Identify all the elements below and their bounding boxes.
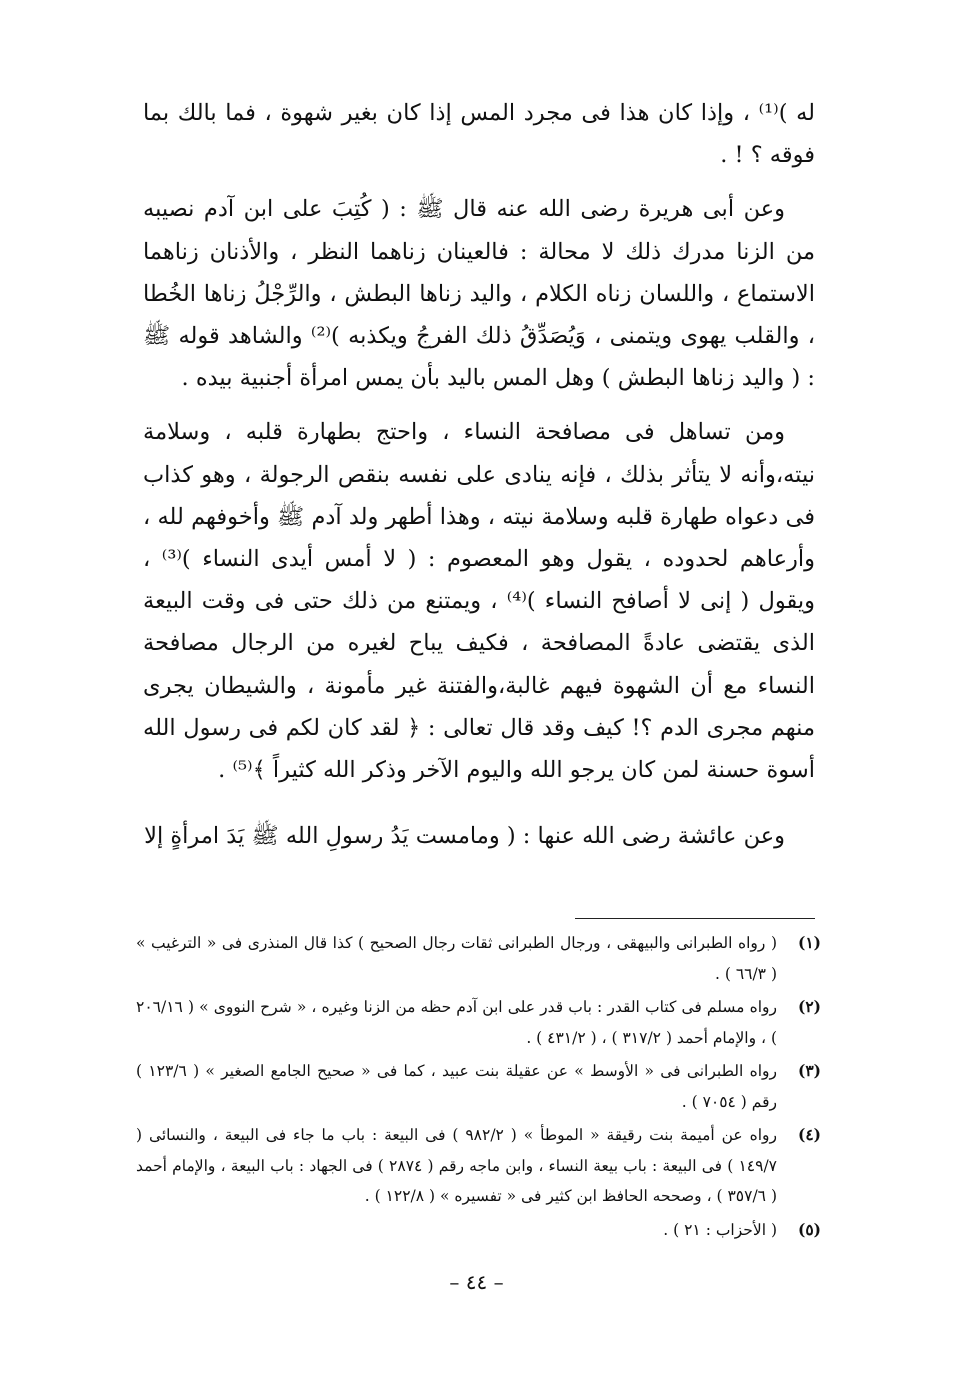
footnote-number: (٣) — [797, 1061, 821, 1080]
paragraph-1: له )⁽¹⁾ ، وإذا كان هذا فى مجرد المس إذا كان بغير شهوة ، فما بالك بما فوقه ؟ ! . — [143, 100, 816, 169]
footnote-divider — [575, 918, 815, 919]
footnote-text: رواه مسلم فى كتاب القدر : باب قدر على ابن آدم حظه من الزنا وغيره ، « شرح النووى » ( ٢٠٦/١٦ ) ، والإمام أحمد ( ٣١٧/٢ ) ، ( ٤٣١/٢ ) . — [136, 998, 777, 1047]
footnote-1 — [136, 928, 821, 989]
footnote-4 — [136, 1120, 821, 1212]
page-number: – ٤٤ – — [449, 1270, 504, 1294]
footnote-number: (٥) — [797, 1219, 821, 1239]
footnote-number: (٢) — [797, 997, 821, 1016]
footnotes — [136, 928, 821, 1248]
footnote-text: رواه الطبرانى فى « الأوسط » عن عقيلة بنت عبيد ، كما فى « صحيح الجامع الصغير » ( ١٢٣/٦ ) رقم ( ٧٠٥٤ ) . — [136, 1062, 777, 1111]
footnote-5 — [136, 1215, 821, 1246]
footnote-3 — [136, 1056, 821, 1117]
paragraph-2: وعن أبى هريرة رضى الله عنه قال ﷺ : ( كُتِبَ على ابن آدم نصيبه من الزنا مدرك ذلك لا محالة : فالعينان زناهما النظر ، والأذنان زناهما الاستماع ، واللسان زناه الكلام ، واليد زناها البطش ، والرِّجْلُ زناها الخُطا ، والقلب يهوى ويتمنى ، وَيُصَدِّقُ ذلك الفرجُ ويكذبه )⁽²⁾ والشاهد قوله ﷺ : ( واليد زناها البطش ) وهل المس باليد بأن يمس امرأة أجنبية بيده . — [143, 196, 815, 392]
footnote-text: ( الأحزاب : ٢١ ) . — [663, 1220, 777, 1239]
footnote-number: (٤) — [797, 1125, 821, 1144]
footnote-text: رواه عن أميمة بنت رقيقة « الموطأ » ( ٩٨٢/٢ ) فى البيعة : باب ما جاء فى البيعة ، والنسائى ( ١٤٩/٧ ) فى البيعة : باب بيعة النساء ، وابن ماجه رقم ( ٢٨٧٤ ) فى الجهاد : باب البيعة ، والإمام أحمد ( ٣٥٧/٦ ) ، وصححه الحافظ ابن كثير فى « تفسيره » ( ١٢٢/٨ ) . — [136, 1126, 777, 1205]
footnote-2 — [136, 992, 821, 1053]
footnote-text: ( رواه الطبرانى والبيهقى ، ورجال الطبرانى ثقات رجال الصحيح ) كذا قال المنذرى فى « الترغيب » ( ٦٦/٣ ) . — [136, 934, 777, 983]
paragraph-3: ومن تساهل فى مصافحة النساء ، واحتج بطهارة قلبه ، وسلامة نيته،وأنه لا يتأثر بذلك ، فإنه ينادى على نفسه بنقص الرجولة ، وهو كذاب فى دعواه طهارة قلبه وسلامة نيته ، وهذا أطهر ولد آدم ﷺ وأخوفهم لله ، وأرعاهم لحدوده ، يقول وهو المعصوم : ( لا أمس أيدى النساء )⁽³⁾ ، ويقول ( إنى لا أصافح النساء )⁽⁴⁾ ، ويمتنع من ذلك حتى فى وقت البيعة الذى يقتضى عادةً المصافحة ، فكيف يباح لغيره من الرجال مصافحة النساء مع أن الشهوة فيهم غالبة،والفتنة غير مأمونة ، والشيطان يجرى منهم مجرى الدم ؟! كيف وقد قال تعالى : ﴿ لقد كان لكم فى رسول الله أسوة حسنة لمن كان يرجو الله واليوم الآخر وذكر الله كثيراً ﴾⁽⁵⁾ . — [143, 419, 815, 784]
main-text — [143, 92, 815, 869]
footnote-number: (١) — [797, 933, 821, 952]
paragraph-4: وعن عائشة رضى الله عنها : ( ومامست يَدُ رسولِ الله ﷺ يَدَ امرأةٍ إلا — [144, 823, 785, 850]
